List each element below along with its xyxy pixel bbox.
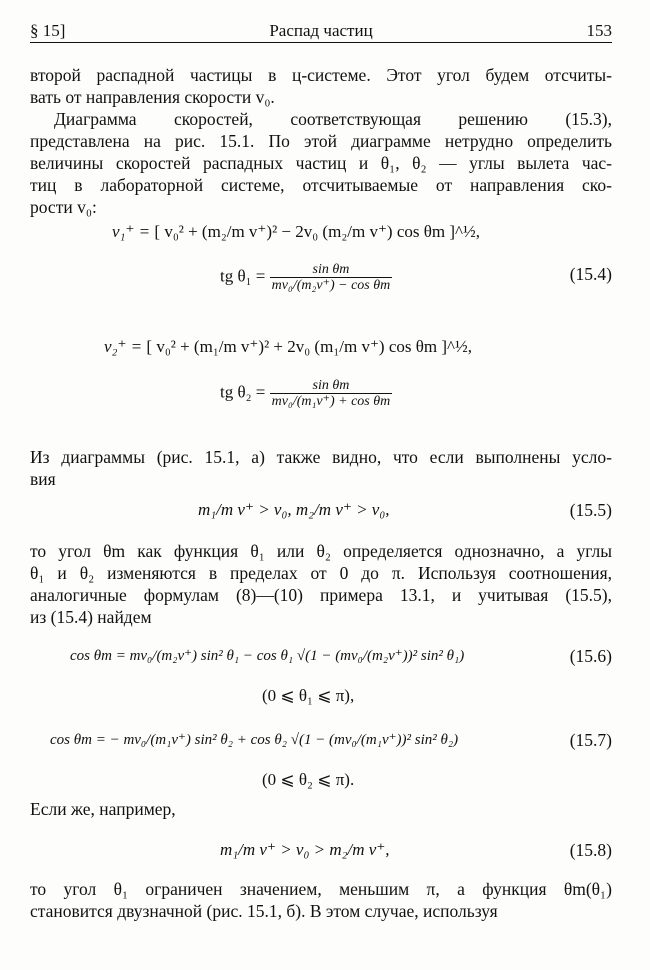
equation-15-5: m₁/m v⁺ > v₀, m₂/m v⁺ > v₀,: [198, 500, 390, 519]
equation-number-15-7: (15.7): [569, 730, 612, 750]
paragraph-2: Диаграмма скоростей, соответствующая решению (15.3), представлена на рис. 15.1. По этой диаграмме нетрудно определить величины скоростей распадных частиц и θ₁, θ₂ — углы вылета час- тиц в лабораторной системе, отсчитываемые от направления ско- рости v₀:: [30, 109, 612, 217]
equation-number-15-6: (15.6): [569, 646, 612, 666]
paragraph-6: то угол θ₁ ограничен значением, меньшим π, а функция θm(θ₁) становится двузначной (рис. 15.1, б). В этом случае, используя: [30, 879, 612, 921]
equation-v1: v₁⁺ = [ v₀² + (m₂/m v⁺)² − 2v₀ (m₂/m v⁺) cos θm ]^½,: [112, 222, 480, 241]
equation-tg2: tg θ₂ = $\frac{\text{sin θm}}{\text{mv₀/(m₁v⁺) + cos θm}}$: [220, 378, 391, 409]
equation-15-6: cos θm = mv₀/(m₂v⁺) sin² θ₁ − cos θ₁ √(1 − (mv₀/(m₂v⁺))² sin² θ₁): [70, 648, 465, 664]
equation-15-7: cos θm = − mv₀/(m₁v⁺) sin² θ₂ + cos θ₂ √(1 − (mv₀/(m₁v⁺))² sin² θ₂): [50, 732, 459, 748]
equation-number-15-4: (15.4): [569, 264, 612, 284]
equation-v2: v₂⁺ = [ v₀² + (m₁/m v⁺)² + 2v₀ (m₁/m v⁺) cos θm ]^½,: [104, 337, 472, 356]
equation-15-6-condition: (0 ⩽ θ₁ ⩽ π),: [262, 686, 355, 705]
equation-tg1: tg θ₁ = $\frac{\text{sin θm}}{\text{mv₀/(m₂v⁺) − cos θm}}$: [220, 262, 391, 293]
running-header: [30, 16, 612, 43]
paragraph-1: второй распадной частицы в ц-системе. Этот угол будем отсчиты- вать от направления скорости v₀.: [30, 65, 612, 107]
paragraph-5: Если же, например,: [30, 799, 176, 819]
paragraph-3: Из диаграммы (рис. 15.1, а) также видно, что если выполнены усло- вия: [30, 447, 612, 489]
header-title: Распад частиц: [269, 21, 373, 40]
equation-15-7-condition: (0 ⩽ θ₂ ⩽ π).: [262, 770, 355, 789]
equation-number-15-5: (15.5): [569, 500, 612, 520]
header-section: § 15]: [30, 21, 66, 40]
equation-number-15-8: (15.8): [569, 840, 612, 860]
equation-15-8: m₁/m v⁺ > v₀ > m₂/m v⁺,: [220, 840, 390, 859]
header-page-number: 153: [586, 21, 612, 40]
paragraph-4: то угол θm как функция θ₁ или θ₂ определяется однозначно, а углы θ₁ и θ₂ изменяются в пределах от 0 до π. Используя соотношения, аналогичные формулам (8)—(10) примера 13.1, и учитывая (15.5), из (15.4) найдем: [30, 541, 612, 627]
